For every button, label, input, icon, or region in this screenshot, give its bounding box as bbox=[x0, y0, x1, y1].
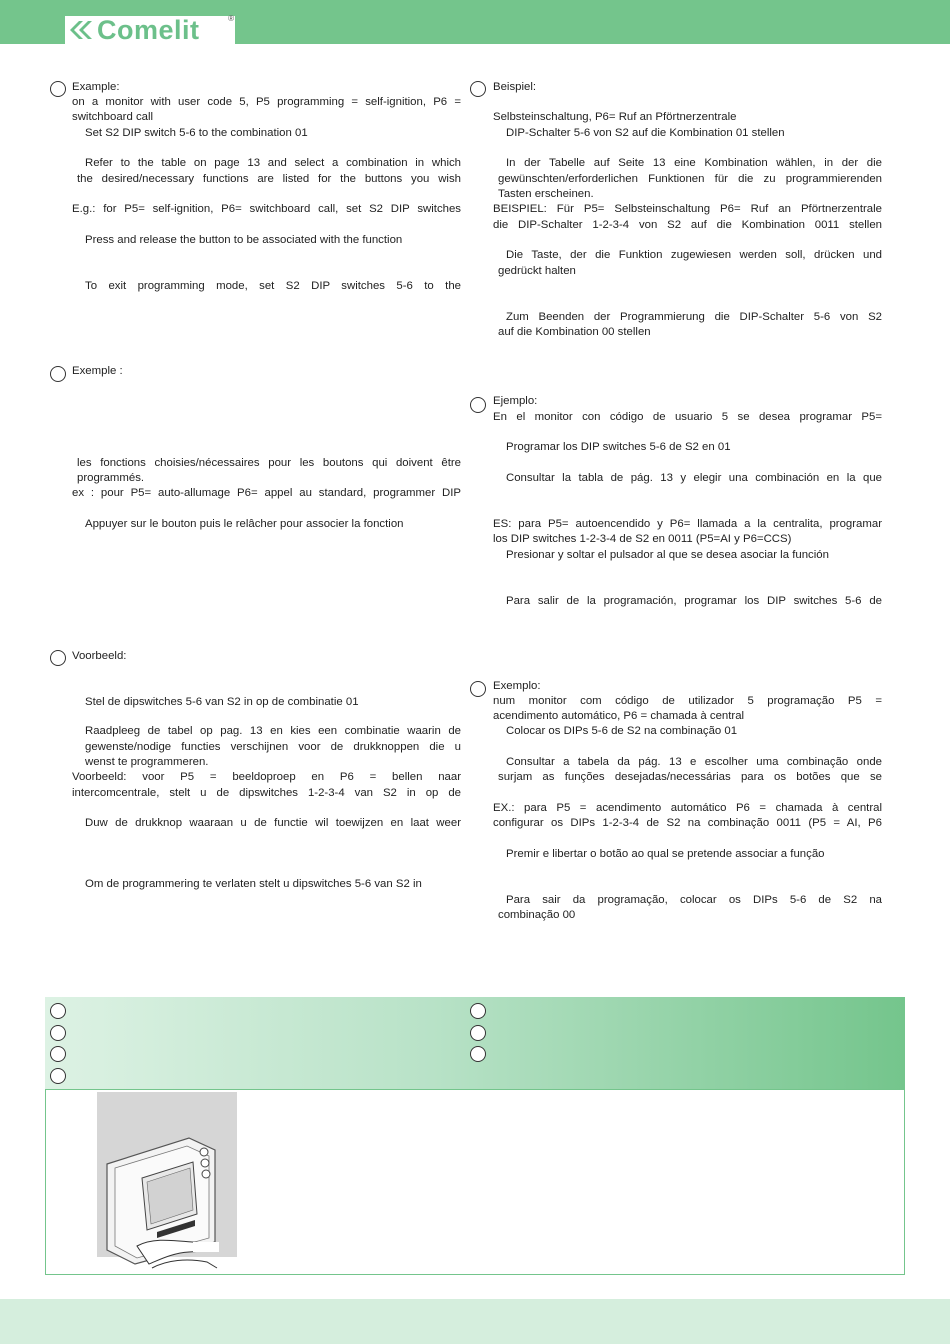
circle-icon bbox=[50, 650, 66, 666]
text-line: Voorbeeld: voor P5 = beeldoproep en P6 = bellen naar bbox=[72, 771, 461, 783]
text-line: Ejemplo: bbox=[493, 395, 538, 407]
circle-icon bbox=[470, 1025, 486, 1041]
text-line: Press and release the button to be associated with the function bbox=[85, 234, 403, 246]
circle-icon bbox=[50, 1068, 66, 1084]
circle-icon bbox=[50, 1003, 66, 1019]
circle-icon bbox=[470, 681, 486, 697]
text-line: Appuyer sur le bouton puis le relâcher pour associer la fonction bbox=[85, 518, 404, 530]
text-line: To exit programming mode, set S2 DIP switches 5-6 to the bbox=[85, 280, 461, 292]
text-line: Consultar la tabla de pág. 13 y elegir una combinación en la que bbox=[506, 472, 882, 484]
text-line: Selbsteinschaltung, P6= Ruf an Pförtnerzentrale bbox=[493, 111, 737, 123]
circle-icon bbox=[470, 1003, 486, 1019]
text-line: on a monitor with user code 5, P5 programming = self-ignition, P6 = bbox=[72, 96, 461, 108]
text-line: Colocar os DIPs 5-6 de S2 na combinação 01 bbox=[506, 725, 738, 737]
text-line: gewünschten/erforderlichen Funktionen für die zu programmierenden bbox=[498, 173, 882, 185]
text-line: Voorbeeld: bbox=[72, 650, 127, 662]
text-line: Beispiel: bbox=[493, 81, 537, 93]
text-line: programmés. bbox=[77, 472, 145, 484]
circle-icon bbox=[470, 81, 486, 97]
circle-icon bbox=[50, 1025, 66, 1041]
circle-icon bbox=[470, 397, 486, 413]
text-line: num monitor com código de utilizador 5 programação P5 = bbox=[493, 695, 882, 707]
text-line: gedrückt halten bbox=[498, 265, 576, 277]
text-line: Exemplo: bbox=[493, 680, 541, 692]
brand-name: Comelit bbox=[97, 15, 200, 45]
text-line: acendimento automático, P6 = chamada à central bbox=[493, 710, 745, 722]
text-line: Tasten erscheinen. bbox=[498, 188, 594, 200]
text-line: DIP-Schalter 5-6 von S2 auf die Kombination 01 stellen bbox=[506, 127, 785, 139]
text-line: ES: para P5= autoencendido y P6= llamada a la centralita, programar bbox=[493, 518, 882, 530]
text-line: Zum Beenden der Programmierung die DIP-Schalter 5-6 von S2 bbox=[506, 311, 882, 323]
text-line: les fonctions choisies/nécessaires pour les boutons qui doivent être bbox=[77, 457, 461, 469]
comelit-mark-icon bbox=[69, 21, 95, 39]
text-line: switchboard call bbox=[72, 111, 154, 123]
text-line: surjam as funções desejadas/necessárias para os botões que se bbox=[498, 771, 882, 783]
text-line: In der Tabelle auf Seite 13 eine Kombination wählen, in der die bbox=[506, 157, 882, 169]
text-line: intercomcentrale, stelt u de dipswitches 1-2-3-4 van S2 in op de bbox=[72, 787, 461, 799]
text-line: Duw de drukknop waaraan u de functie wil toewijzen en laat weer bbox=[85, 817, 461, 829]
text-line: Om de programmering te verlaten stelt u dipswitches 5-6 van S2 in bbox=[85, 878, 422, 890]
text-line: Exemple : bbox=[72, 365, 123, 377]
circle-icon bbox=[50, 1046, 66, 1062]
circle-icon bbox=[50, 81, 66, 97]
text-line: gewenste/nodige functies verschijnen voor de drukknoppen die u bbox=[85, 741, 461, 753]
text-line: Raadpleeg de tabel op pag. 13 en kies een combinatie waarin de bbox=[85, 725, 461, 737]
text-line: Programar los DIP switches 5-6 de S2 en 01 bbox=[506, 441, 731, 453]
text-line: die DIP-Schalter 1-2-3-4 von S2 auf die Kombination 0011 stellen bbox=[493, 219, 882, 231]
text-line: Set S2 DIP switch 5-6 to the combination 01 bbox=[85, 127, 308, 139]
text-line: E.g.: for P5= self-ignition, P6= switchboard call, set S2 DIP switches bbox=[72, 203, 461, 215]
text-line: Example: bbox=[72, 81, 120, 93]
text-line: the desired/necessary functions are listed for the buttons you wish bbox=[77, 173, 461, 185]
text-line: Para salir de la programación, programar los DIP switches 5-6 de bbox=[506, 595, 882, 607]
text-line: combinação 00 bbox=[498, 909, 576, 921]
text-line: Premir e libertar o botão ao qual se pretende associar a função bbox=[506, 848, 825, 860]
circle-icon bbox=[50, 366, 66, 382]
circle-icon bbox=[470, 1046, 486, 1062]
monitor-illustration bbox=[97, 1092, 237, 1274]
text-line: EX.: para P5 = acendimento automático P6 = chamada à central bbox=[493, 802, 882, 814]
text-line: Presionar y soltar el pulsador al que se desea asociar la función bbox=[506, 549, 829, 561]
text-line: En el monitor con código de usuario 5 se desea programar P5= bbox=[493, 411, 882, 423]
footer-bar bbox=[0, 1299, 950, 1344]
text-line: configurar os DIPs 1-2-3-4 de S2 na combinação 0011 (P5 = AI, P6 bbox=[493, 817, 882, 829]
text-line: auf die Kombination 00 stellen bbox=[498, 326, 651, 338]
text-line: Consultar a tabela da pág. 13 e escolher uma combinação onde bbox=[506, 756, 882, 768]
text-line: wenst te programmeren. bbox=[85, 756, 209, 768]
text-line: Stel de dipswitches 5-6 van S2 in op de combinatie 01 bbox=[85, 696, 359, 708]
text-line: Die Taste, der die Funktion zugewiesen werden soll, drücken und bbox=[506, 249, 882, 261]
text-line: Para sair da programação, colocar os DIPs 5-6 de S2 na bbox=[506, 894, 882, 906]
text-line: los DIP switches 1-2-3-4 de S2 en 0011 (P5=AI y P6=CCS) bbox=[493, 533, 792, 545]
text-line: Refer to the table on page 13 and select a combination in which bbox=[85, 157, 461, 169]
logo bbox=[65, 16, 235, 44]
brand-reg: ® bbox=[228, 14, 234, 23]
text-line: BEISPIEL: Für P5= Selbsteinschaltung P6= Ruf an Pförtnerzentrale bbox=[493, 203, 882, 215]
text-line: ex : pour P5= auto-allumage P6= appel au standard, programmer DIP bbox=[72, 487, 461, 499]
